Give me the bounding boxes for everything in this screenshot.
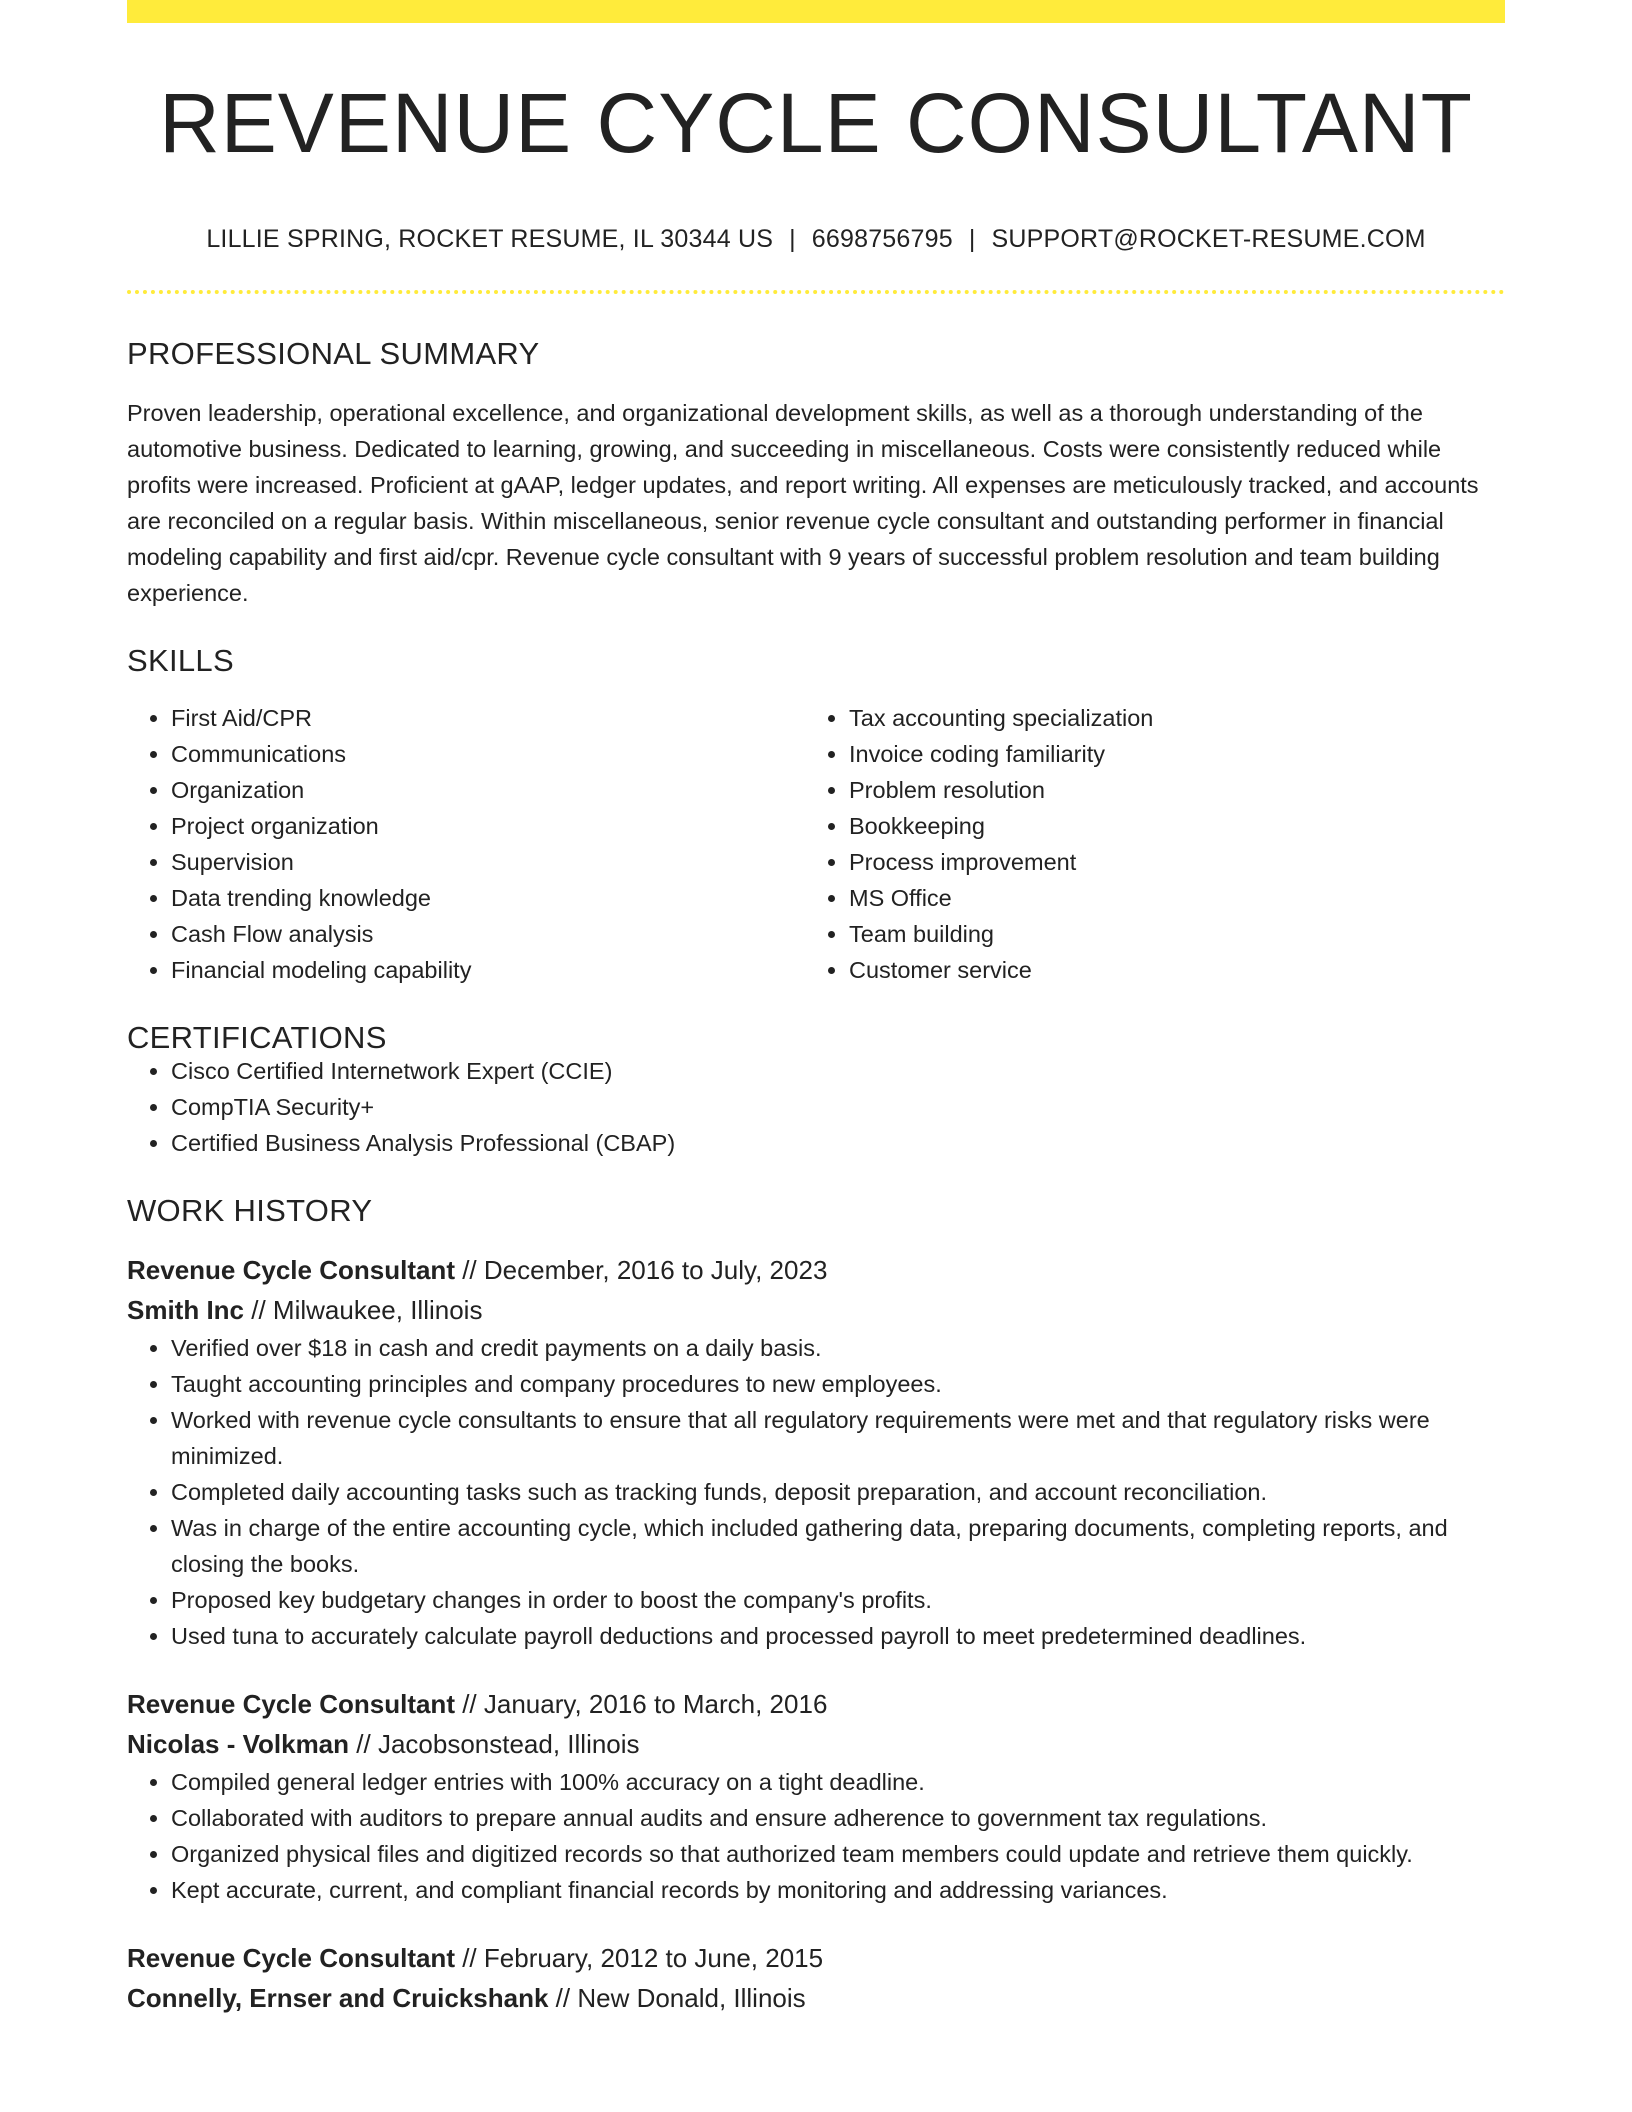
job-separator: // xyxy=(548,1983,578,2013)
job-bullet: • Was in charge of the entire accounting cycle, which included gathering data, preparing documents, completing reports, and closing the books. xyxy=(171,1510,1505,1582)
certification-item: • Certified Business Analysis Professional (CBAP) xyxy=(171,1125,1505,1161)
job-company: Nicolas - Volkman xyxy=(127,1729,350,1759)
skill-item: • First Aid/CPR xyxy=(171,700,805,736)
job-role-line xyxy=(127,1684,1505,1724)
skill-item: • Project organization xyxy=(171,808,805,844)
certifications-list xyxy=(127,1053,1505,1161)
skill-item: • Organization xyxy=(171,772,805,808)
job-entry xyxy=(127,1684,1505,1908)
job-company-line xyxy=(127,1978,1505,2018)
job-entry xyxy=(127,1938,1505,2018)
skill-item: • Tax accounting specialization xyxy=(849,700,1483,736)
contact-separator: | xyxy=(789,225,796,253)
contact-separator: | xyxy=(968,225,976,253)
skill-item: • Team building xyxy=(849,916,1483,952)
job-bullet: • Kept accurate, current, and compliant financial records by monitoring and addressing variances. xyxy=(171,1872,1505,1908)
job-dates: February, 2012 to June, 2015 xyxy=(483,1943,824,1973)
job-bullet: • Used tuna to accurately calculate payroll deductions and processed payroll to meet predetermined deadlines. xyxy=(171,1618,1505,1654)
job-role: Revenue Cycle Consultant xyxy=(127,1689,455,1719)
job-bullet: • Compiled general ledger entries with 100% accuracy on a tight deadline. xyxy=(171,1764,1505,1800)
certifications-heading: CERTIFICATIONS xyxy=(127,1020,387,1055)
skill-item: • Invoice coding familiarity xyxy=(849,736,1483,772)
job-role-line xyxy=(127,1938,1505,1978)
skill-item: • Cash Flow analysis xyxy=(171,916,805,952)
job-location: New Donald, Illinois xyxy=(577,1983,806,2013)
job-bullet: • Taught accounting principles and company procedures to new employees. xyxy=(171,1366,1505,1402)
contact-line xyxy=(127,227,1505,252)
job-company: Connelly, Ernser and Cruickshank xyxy=(127,1983,549,2013)
skill-item: • Process improvement xyxy=(849,844,1483,880)
work-history-heading: WORK HISTORY xyxy=(127,1193,373,1228)
job-dates: January, 2016 to March, 2016 xyxy=(483,1689,828,1719)
job-bullet: • Worked with revenue cycle consultants to ensure that all regulatory requirements were met and that regulatory risks were minimized. xyxy=(171,1402,1505,1474)
job-role: Revenue Cycle Consultant xyxy=(127,1943,455,1973)
job-dates: December, 2016 to July, 2023 xyxy=(483,1255,828,1285)
job-entry xyxy=(127,1250,1505,1654)
contact-phone: 6698756795 xyxy=(811,225,953,253)
job-role: Revenue Cycle Consultant xyxy=(127,1255,455,1285)
certification-item: • Cisco Certified Internetwork Expert (CCIE) xyxy=(171,1053,1505,1089)
job-separator: // xyxy=(454,1255,484,1285)
skill-item: • Problem resolution xyxy=(849,772,1483,808)
job-company: Smith Inc xyxy=(127,1295,245,1325)
summary-text: Proven leadership, operational excellence, and organizational development skills, as well as a thorough understanding of the automotive business. Dedicated to learning, growing, and succeeding in miscellaneous. Costs were consistently reduced while profits were increased. Proficient at gAAP, ledger updates, and report writing. All expenses are meticulously tracked, and accounts are reconciled on a regular basis. Within miscellaneous, senior revenue cycle consultant and outstanding performer in financial modeling capability and first aid/cpr. Revenue cycle consultant with 9 years of successful problem resolution and team building experience. xyxy=(127,400,1479,606)
certification-item: • CompTIA Security+ xyxy=(171,1089,1505,1125)
job-separator: // xyxy=(349,1729,378,1759)
job-separator: // xyxy=(244,1295,273,1325)
resume-page xyxy=(127,0,1505,2018)
accent-top-bar xyxy=(127,0,1505,23)
dotted-divider xyxy=(127,290,1505,294)
resume-title: REVENUE CYCLE CONSULTANT xyxy=(159,76,1473,170)
job-bullet: • Verified over $18 in cash and credit payments on a daily basis. xyxy=(171,1330,1505,1366)
skills-list-right xyxy=(805,700,1483,988)
job-bullet: • Organized physical files and digitized records so that authorized team members could update and retrieve them quickly. xyxy=(171,1836,1505,1872)
job-bullet: • Proposed key budgetary changes in order to boost the company's profits. xyxy=(171,1582,1505,1618)
job-bullets xyxy=(127,1330,1505,1654)
job-location: Milwaukee, Illinois xyxy=(272,1295,483,1325)
job-company-line xyxy=(127,1290,1505,1330)
contact-address: LILLIE SPRING, ROCKET RESUME, IL 30344 US xyxy=(206,225,774,253)
skills-list-left xyxy=(127,700,805,988)
job-bullet: • Collaborated with auditors to prepare annual audits and ensure adherence to government tax regulations. xyxy=(171,1800,1505,1836)
skill-item: • MS Office xyxy=(849,880,1483,916)
contact-email: SUPPORT@ROCKET-RESUME.COM xyxy=(991,225,1426,253)
job-company-line xyxy=(127,1724,1505,1764)
skill-item: • Financial modeling capability xyxy=(171,952,805,988)
job-location: Jacobsonstead, Illinois xyxy=(377,1729,640,1759)
job-separator: // xyxy=(454,1689,484,1719)
skill-item: • Supervision xyxy=(171,844,805,880)
skills-heading: SKILLS xyxy=(127,643,234,678)
job-bullet: • Completed daily accounting tasks such as tracking funds, deposit preparation, and account reconciliation. xyxy=(171,1474,1505,1510)
skills-grid xyxy=(127,700,1505,988)
skills-column-left xyxy=(127,700,805,988)
skills-column-right xyxy=(805,700,1483,988)
job-bullets xyxy=(127,1764,1505,1908)
skill-item: • Data trending knowledge xyxy=(171,880,805,916)
summary-heading: PROFESSIONAL SUMMARY xyxy=(127,336,540,371)
job-role-line xyxy=(127,1250,1505,1290)
skill-item: • Customer service xyxy=(849,952,1483,988)
job-separator: // xyxy=(454,1943,484,1973)
skill-item: • Bookkeeping xyxy=(849,808,1483,844)
skill-item: • Communications xyxy=(171,736,805,772)
